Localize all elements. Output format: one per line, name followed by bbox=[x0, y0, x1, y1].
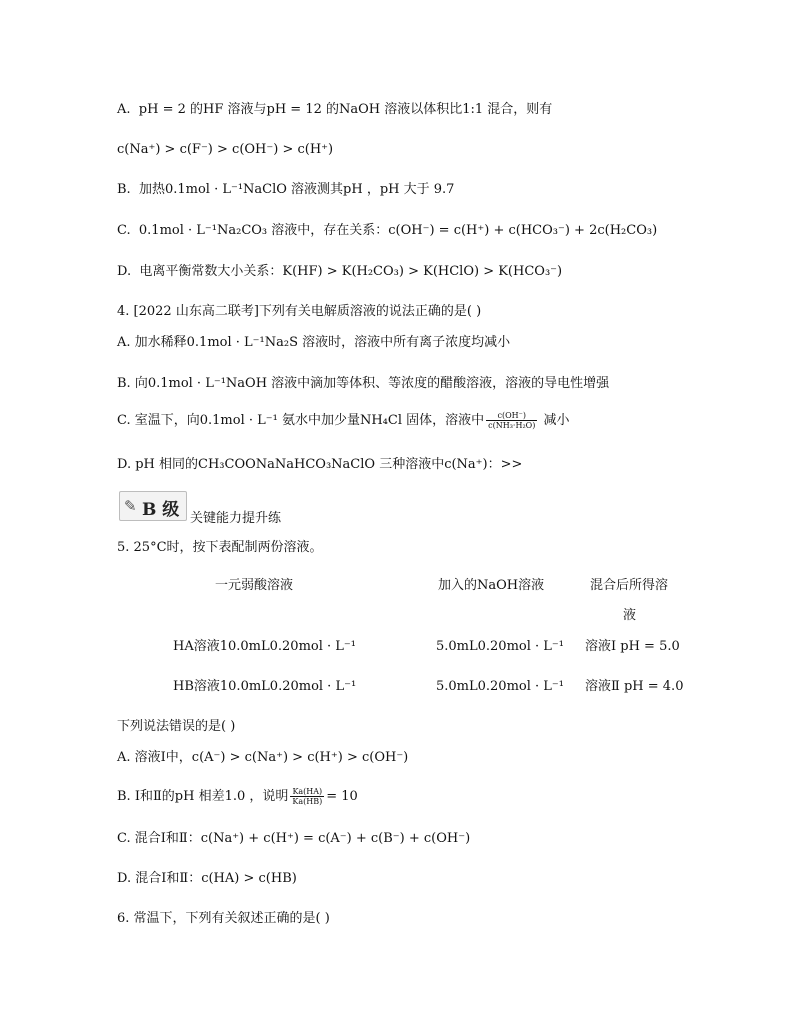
table-header-result: 混合后所得溶 bbox=[590, 578, 669, 593]
section-badge: ✎ B 级 bbox=[119, 491, 187, 521]
q3-option-a-line1: A. pH = 2 的HF 溶液与pH = 12 的NaOH 溶液以体积比1:1 混合，则有 bbox=[117, 102, 553, 117]
q3-option-c: C. 0.1mol · L⁻¹Na₂CO₃ 溶液中，存在关系：c(OH⁻) = c(H⁺) + c(HCO₃⁻) + 2c(H₂CO₃) bbox=[117, 223, 658, 238]
pencil-icon: ✎ bbox=[124, 497, 137, 515]
q5-option-d: D. 混合Ⅰ和Ⅱ：c(HA) > c(HB) bbox=[117, 871, 297, 886]
q3-option-d: D. 电离平衡常数大小关系：K(HF) > K(H₂CO₃) > K(HClO) > K(HCO₃⁻) bbox=[117, 264, 563, 279]
q5-option-b-fraction: $\frac{Ka(HA)}{Ka(HB)}$ bbox=[292, 787, 323, 806]
q4-option-c-fraction: $\frac{c(OH^-)}{\text{c(NH₃·H₂O)}}$ bbox=[488, 411, 536, 430]
q4-option-b: B. 向0.1mol · L⁻¹NaOH 溶液中滴加等体积、等浓度的醋酸溶液，溶液的导电性增强 bbox=[117, 376, 610, 391]
section-title: 关键能力提升练 bbox=[190, 511, 282, 526]
table-header-result-cont: 液 bbox=[623, 608, 637, 623]
q3-option-b: B. 加热0.1mol · L⁻¹NaClO 溶液测其pH ，pH 大于 9.7 bbox=[117, 182, 455, 197]
table-cell: 溶液Ⅰ pH = 5.0 bbox=[585, 639, 680, 654]
q4-option-d: D. pH 相同的CH₃COONaNaHCO₃NaClO 三种溶液中c(Na⁺)：>> bbox=[117, 457, 523, 472]
table-cell: 5.0mL0.20mol · L⁻¹ bbox=[436, 639, 564, 654]
q3-option-a-line2: c(Na⁺) > c(F⁻) > c(OH⁻) > c(H⁺) bbox=[117, 142, 334, 157]
q4-option-c: C. 室温下，向0.1mol · L⁻¹ 氨水中加少量NH₄Cl 固体，溶液中 $\frac{c(OH^-)}{\text{c(NH₃·H₂O)}}$ 减小 bbox=[117, 411, 570, 430]
q5-option-b: B. Ⅰ和Ⅱ的pH 相差1.0 ，说明 $\frac{Ka(HA)}{Ka(HB)}$ = 10 bbox=[117, 787, 358, 806]
q5-stem: 5. 25°C时，按下表配制两份溶液。 bbox=[117, 540, 323, 555]
q4-option-a: A. 加水稀释0.1mol · L⁻¹Na₂S 溶液时，溶液中所有离子浓度均减小 bbox=[117, 335, 511, 350]
table-cell: HA溶液10.0mL0.20mol · L⁻¹ bbox=[173, 639, 356, 654]
table-header-naoh: 加入的NaOH溶液 bbox=[438, 578, 545, 593]
table-cell: 溶液Ⅱ pH = 4.0 bbox=[585, 679, 684, 694]
table-cell: HB溶液10.0mL0.20mol · L⁻¹ bbox=[173, 679, 357, 694]
q4-stem: 4. [2022 山东高二联考]下列有关电解质溶液的说法正确的是( ) bbox=[117, 304, 482, 319]
q5-option-a: A. 溶液Ⅰ中，c(A⁻) > c(Na⁺) > c(H⁺) > c(OH⁻) bbox=[117, 750, 409, 765]
table-cell: 5.0mL0.20mol · L⁻¹ bbox=[436, 679, 564, 694]
q5-question: 下列说法错误的是( ) bbox=[117, 719, 236, 734]
table-header-acid: 一元弱酸溶液 bbox=[215, 578, 294, 593]
q6-stem: 6. 常温下，下列有关叙述正确的是( ) bbox=[117, 911, 330, 926]
q5-option-c: C. 混合Ⅰ和Ⅱ：c(Na⁺) + c(H⁺) = c(A⁻) + c(B⁻) + c(OH⁻) bbox=[117, 831, 471, 846]
